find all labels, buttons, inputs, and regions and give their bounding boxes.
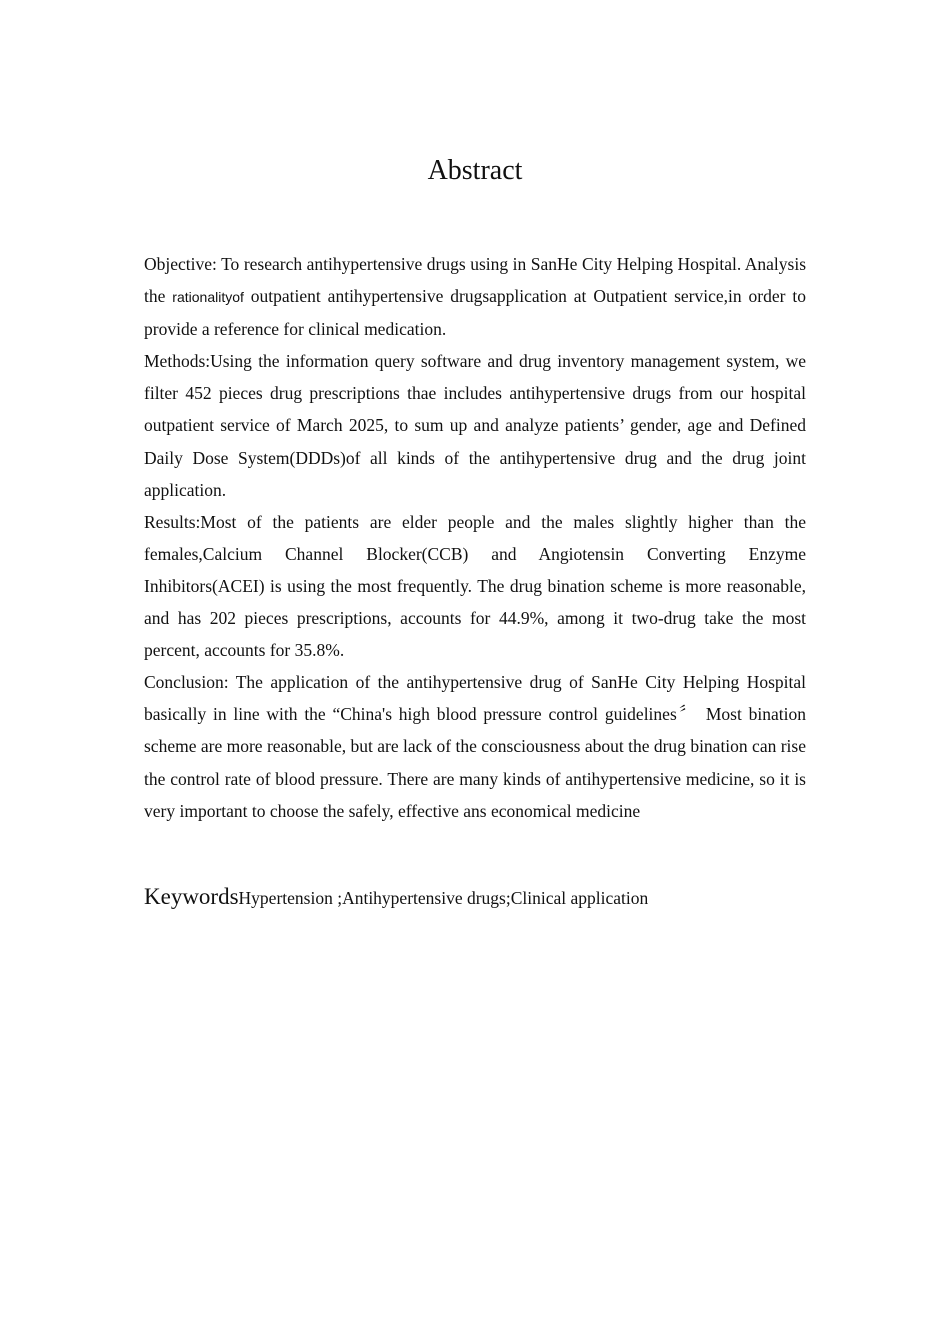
- abstract-body: [144, 248, 806, 827]
- objective-text-end: outpatient antihypertensive drugsapplication at Outpatient service,in order to provide a reference for clinical medication.: [144, 286, 806, 340]
- keywords-line: [144, 880, 806, 915]
- results-paragraph: Results:Most of the patients are elder people and the males slightly higher than the females,Calcium Channel Blocker(CCB) and Angiotensin Converting Enzyme Inhibitors(ACEI) is using the most frequently. The drug bination scheme is more reasonable, and has 202 pieces prescriptions, accounts for 44.9%, among it two-drug take the most percent, accounts for 35.8%.: [144, 511, 806, 661]
- conclusion-paragraph: Conclusion: The application of the antihypertensive drug of SanHe City Helping Hospital basically in line with the “China's high blood pressure control guidelines〞 Most bination scheme are more reasonable, but are lack of the consciousness about the drug bination can rise the control rate of blood pressure. There are many kinds of antihypertensive medicine, so it is very important to choose the safely, effective ans economical medicine: [144, 672, 806, 821]
- keywords-value: Hypertension ;Antihypertensive drugs;Clinical application: [238, 888, 649, 908]
- objective-rationality-word: rationalityof: [172, 289, 244, 306]
- objective-paragraph: [144, 248, 806, 345]
- abstract-title: Abstract: [427, 155, 523, 186]
- keywords-label: Keywords: [144, 884, 239, 909]
- methods-paragraph: Methods:Using the information query software and drug inventory management system, we filter 452 pieces drug prescriptions thae includes antihypertensive drugs from our hospital outpatient service of March 2025, to sum up and analyze patients’ gender, age and Defined Daily Dose System(DDDs)of all kinds of the antihypertensive drug and the drug joint application.: [144, 351, 806, 500]
- objective-text-start: Objective: To research antihypertensive drugs using in SanHe City Helping Hospital. Analysis the: [144, 254, 806, 307]
